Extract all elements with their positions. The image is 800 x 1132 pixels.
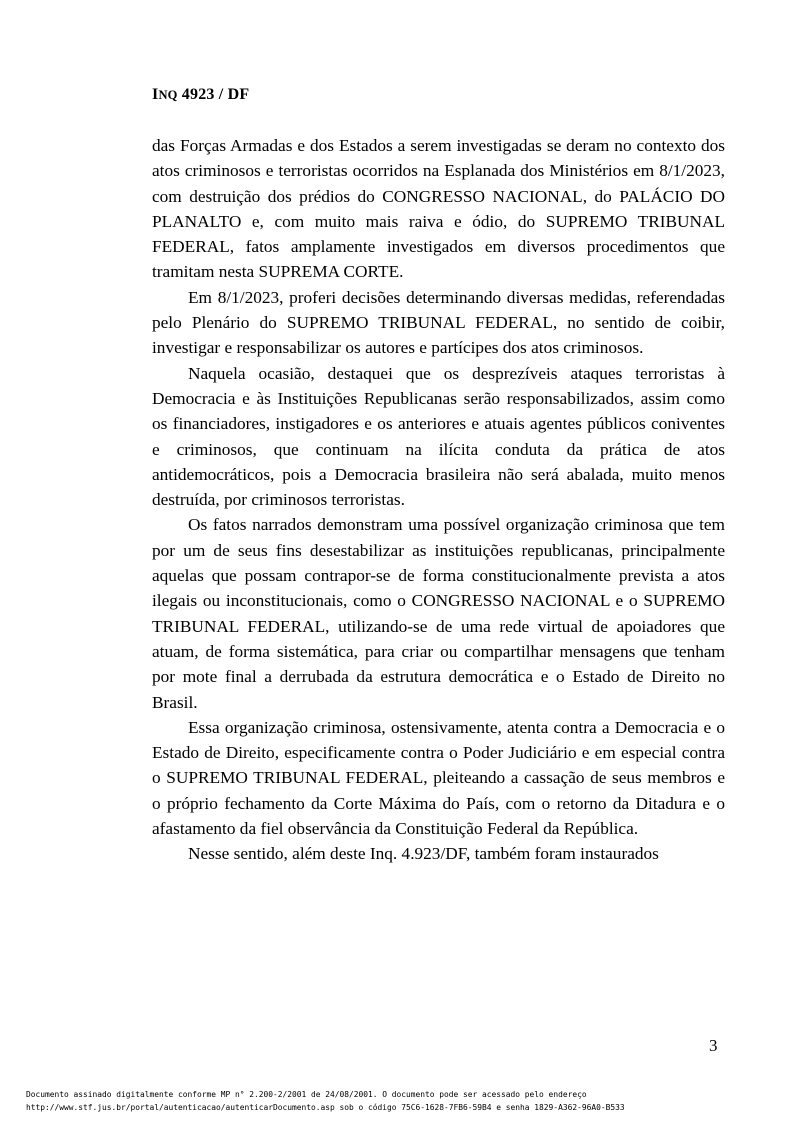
paragraph: Essa organização criminosa, ostensivamente, atenta contra a Democracia e o Estado de Direito, especificamente contra o Poder Judiciário e em especial contra o SUPREMO TRIBUNAL FEDERAL, pleiteando a cassação de seus membros e o próprio fechamento da Corte Máxima do País, com o retorno da Ditadura e o afastamento da fiel observância da Constituição Federal da República. — [152, 717, 725, 839]
document-body — [152, 133, 725, 867]
paragraph-continued: das Forças Armadas e dos Estados a serem investigadas se deram no contexto dos atos criminosos e terroristas ocorridos na Esplanada dos Ministérios em 8/1/2023, com destruição dos prédios do CONGRESSO NACIONAL, do PALÁCIO DO PLANALTO e, com muito mais raiva e ódio, do SUPREMO TRIBUNAL FEDERAL, fatos amplamente investigados em diversos procedimentos que tramitam nesta SUPREMA CORTE. — [152, 136, 725, 282]
digital-signature-footer — [26, 1089, 625, 1114]
paragraph: Naquela ocasião, destaquei que os desprezíveis ataques terroristas à Democracia e às Instituições Republicanas serão responsabilizados, assim como os financiadores, instigadores e os anteriores e atuais agentes públicos coniventes e criminosos, que continuam na ilícita conduta da prática de atos antidemocráticos, pois a Democracia brasileira não será abalada, muito menos destruída, por criminosos terroristas. — [152, 363, 725, 510]
footer-line-verification: http://www.stf.jus.br/portal/autenticacao/autenticarDocumento.asp sob o código 75C6-1628-7FB6-59B4 e senha 1829-A362-96A0-B533 — [26, 1102, 625, 1112]
footer-line-signature: Documento assinado digitalmente conforme MP n° 2.200-2/2001 de 24/08/2001. O documento pode ser acessado pelo endereço — [26, 1090, 587, 1099]
paragraph: Nesse sentido, além deste Inq. 4.923/DF, também foram instaurados — [188, 844, 659, 864]
paragraph: Em 8/1/2023, proferi decisões determinando diversas medidas, referendadas pelo Plenário do SUPREMO TRIBUNAL FEDERAL, no sentido de coibir, investigar e responsabilizar os autores e partícipes dos atos criminosos. — [152, 287, 725, 358]
paragraph: Os fatos narrados demonstram uma possível organização criminosa que tem por um de seus fins desestabilizar as instituições republicanas, principalmente aquelas que possam contrapor-se de forma constitucionalmente prevista a atos ilegais ou inconstitucionais, como o CONGRESSO NACIONAL e o SUPREMO TRIBUNAL FEDERAL, utilizando-se de uma rede virtual de apoiadores que atuam, de forma sistemática, para criar ou compartilhar mensagens que tenham por mote final a derrubada da estrutura democrática e o Estado de Direito no Brasil. — [152, 515, 725, 712]
header-case-number: 4923 / DF — [181, 86, 250, 103]
page-number: 3 — [709, 1036, 718, 1055]
header-prefix-rest: NQ — [158, 88, 178, 102]
document-header — [152, 86, 249, 104]
header-prefix-initial: I — [152, 86, 159, 103]
